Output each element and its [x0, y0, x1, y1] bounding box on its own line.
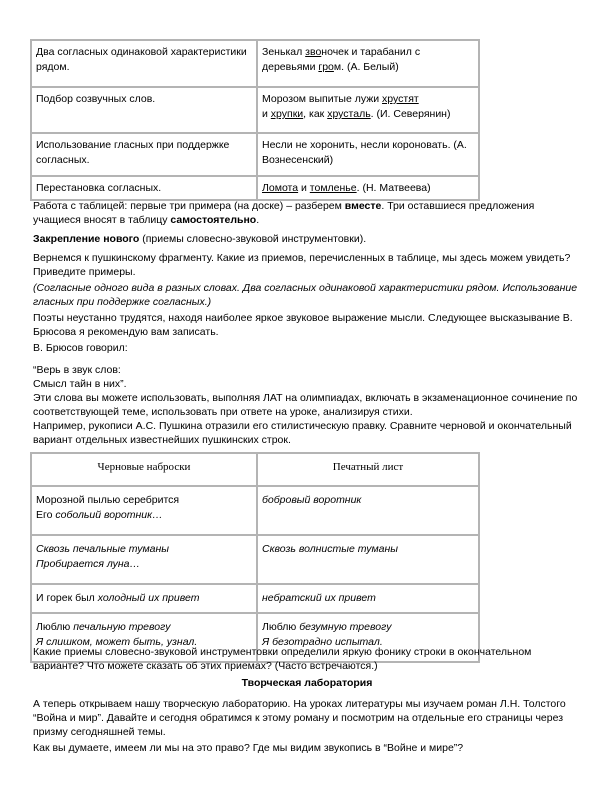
paragraph: Поэты неустанно трудятся, находя наиболее яркое звуковое выражение мысли. Следующее высказывание В. Брюсова я рекомендую вам записать. — [33, 312, 573, 338]
example-text: Морозом выпитые лужи — [262, 93, 383, 105]
table-row — [31, 584, 479, 613]
draft-line: Его — [36, 509, 56, 521]
quote-line: “Верь в звук слов: — [33, 364, 121, 376]
paragraph: Как вы думаете, имеем ли мы на это право? Где мы видим звукопись в “Войне и мире”? — [33, 742, 464, 754]
italic-text: холодный их привет — [97, 592, 200, 604]
italic-text: собольий воротник… — [55, 509, 163, 521]
paragraph — [33, 232, 581, 246]
technique-cell: Перестановка согласных. — [31, 176, 257, 200]
quote-block — [33, 363, 581, 419]
paragraph: В. Брюсов говорил: — [33, 342, 128, 354]
draft-line: Сквозь печальные туманы — [36, 543, 170, 555]
example-cell — [257, 176, 479, 200]
text-run: (приемы словесно-звуковой инструментовки). — [139, 233, 367, 245]
text-run: . Три оставшиеся предложения учащиеся вносят в таблицу — [33, 200, 535, 226]
draft-line: Морозной пылью серебрится — [36, 494, 180, 506]
example-text: . (И. Северянин) — [370, 108, 451, 120]
example-cell: Несли не хоронить, несли короновать. (А. Вознесенский) — [257, 133, 479, 176]
table-row — [31, 486, 479, 535]
draft-cell — [31, 486, 257, 535]
paragraph: Эти слова вы можете использовать, выполняя ЛАТ на олимпиадах, включать в экзаменационное сочинение по соответствующей теме, использовать при ответе на уроке, анализируя стихи. — [33, 392, 578, 418]
draft-line: Пробирается луна… — [36, 558, 141, 570]
italic-text: безумную тревогу — [299, 621, 392, 633]
example-text: Зенькал — [262, 46, 306, 58]
example-text: . (Н. Матвеева) — [356, 182, 431, 194]
example-cell — [257, 87, 479, 133]
italic-paragraph: (Согласные одного вида в разных словах. Два согласных одинаковой характеристики рядом. Использование гласных при поддержке согласных.) — [33, 282, 578, 308]
draft-cell — [31, 535, 257, 584]
paragraph: Например, рукописи А.С. Пушкина отразили его стилистическую правку. Сравните черновой и окончательный вариант отдельных известнейших пушкинских строк. — [33, 420, 572, 446]
pushkin-drafts-table — [30, 452, 480, 663]
final-cell: небратский их привет — [257, 584, 479, 613]
draft-line: Люблю — [36, 621, 74, 633]
underlined-sound: Ломота — [262, 182, 299, 194]
column-header: Черновые наброски — [31, 453, 257, 486]
underlined-sound: хрупки — [270, 108, 304, 120]
underlined-sound: хрусталь — [327, 108, 371, 120]
example-cell — [257, 40, 479, 87]
example-text: м. (А. Белый) — [333, 61, 399, 73]
underlined-sound: хрустят — [382, 93, 419, 105]
paragraph: А теперь открываем нашу творческую лабораторию. На уроках литературы мы изучаем роман Л.Н. Толстого “Война и мир”. Давайте и сегодня обратимся к этому роману и посмотрим на отдельные его страницы через призму сегодняшней темы. — [33, 698, 566, 738]
technique-cell: Использование гласных при поддержке согласных. — [31, 133, 257, 176]
draft-line: И горек был — [36, 592, 98, 604]
underlined-sound: томленье — [309, 182, 357, 194]
text-run: Работа с таблицей: первые три примера (на доске) – разберем — [33, 200, 345, 212]
table-row — [31, 40, 479, 87]
paragraph: Какие приемы словесно-звуковой инструментовки определили яркую фонику строки в окончательном варианте? Что можете сказать об этих приемах? (Часто встречаются.) — [33, 646, 532, 672]
final-cell — [257, 486, 479, 535]
draft-cell — [31, 584, 257, 613]
italic-text: печальную тревогу — [73, 621, 171, 633]
bold-text: Закрепление нового — [33, 233, 140, 245]
italic-text: Я безотрадно испытал. — [262, 636, 383, 648]
example-text: , как — [303, 108, 328, 120]
table-header-row — [31, 453, 479, 486]
example-text: и — [298, 182, 310, 194]
sound-techniques-table — [30, 39, 480, 201]
final-cell: Сквозь волнистые туманы — [257, 535, 479, 584]
quote-line: Смысл тайн в них”. — [33, 378, 127, 390]
underlined-sound: зво — [305, 46, 322, 58]
bold-text: самостоятельно — [170, 214, 257, 226]
technique-cell: Подбор созвучных слов. — [31, 87, 257, 133]
example-text: и — [262, 108, 271, 120]
table-row — [31, 133, 479, 176]
table-row — [31, 87, 479, 133]
italic-text: бобровый воротник — [262, 494, 362, 506]
bold-text: вместе — [344, 200, 382, 212]
section-heading: Творческая лаборатория — [241, 677, 373, 689]
table-row — [31, 535, 479, 584]
paragraph: Вернемся к пушкинскому фрагменту. Какие из приемов, перечисленных в таблице, мы здесь можем увидеть? Приведите примеры. — [33, 252, 571, 278]
text-run: . — [256, 214, 260, 226]
example-text: ночек и тарабанил с деревьями — [262, 46, 421, 73]
paragraph — [33, 199, 581, 227]
final-line: Люблю — [262, 621, 300, 633]
italic-text: Я слишком, может быть, узнал. — [36, 636, 198, 648]
underlined-sound: гро — [318, 61, 334, 73]
table-row — [31, 176, 479, 200]
column-header: Печатный лист — [257, 453, 479, 486]
technique-cell: Два согласных одинаковой характеристики рядом. — [31, 40, 257, 87]
